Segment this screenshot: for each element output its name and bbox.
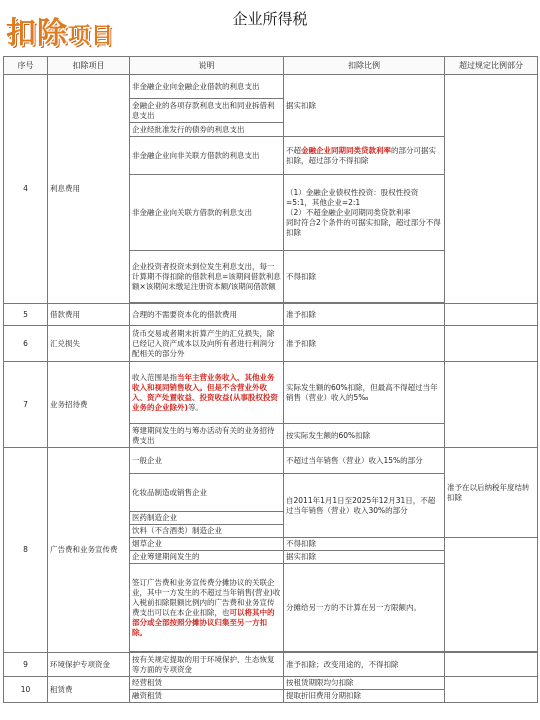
row-excess-empty bbox=[445, 653, 538, 677]
rate-line: （1）金融企业债权性投资：股权性投资=5:1，其他企业=2:1 bbox=[286, 187, 419, 207]
col-header-excess: 超过规定比例部分 bbox=[445, 57, 538, 75]
row-desc: 金融企业的各项存款利息支出和同业拆借利息支出 bbox=[130, 99, 284, 123]
table-row bbox=[4, 653, 538, 677]
row-excess-empty bbox=[445, 326, 538, 362]
row-desc: 按有关规定提取的用于环境保护、生态恢复等方面的专项资金 bbox=[130, 653, 284, 677]
badge-main-text: 扣除 bbox=[6, 16, 68, 51]
row-desc: 非金融企业向金融企业借款的利息支出 bbox=[130, 75, 284, 99]
row-rate: 分摊给另一方的不计算在另一方限额内。 bbox=[284, 564, 445, 652]
page-title: 企业所得税 bbox=[232, 10, 308, 28]
row-rate: 实际发生额的60%扣除，但最高不得超过当年销售（营业）收入的5‰ bbox=[284, 362, 445, 424]
badge-sub-text: 项目 bbox=[68, 24, 115, 49]
row-rate: 提取折旧费用分期扣除 bbox=[284, 690, 445, 703]
rate-text: 不超 bbox=[286, 145, 301, 155]
desc-text: 等。 bbox=[187, 402, 203, 412]
deduction-table bbox=[3, 56, 538, 703]
row-no: 8 bbox=[4, 448, 48, 653]
row-rate: 不得扣除 bbox=[284, 251, 445, 303]
row-desc: 企业筹建期间发生的 bbox=[130, 551, 284, 564]
row-desc: 企业投资者投资未到位发生利息支出，每一计算期不得扣除的借款利息=该期间借款利息额×该期间未缴足注册资本额/该期间借款额 bbox=[130, 251, 284, 303]
row-rate: 准予扣除；改变用途的，不得扣除 bbox=[284, 653, 445, 677]
table-row bbox=[4, 326, 538, 362]
row-no: 6 bbox=[4, 326, 48, 362]
row-excess-empty bbox=[445, 538, 538, 652]
desc-text: 签订广告费和业务宣传费分摊协议的关联企业，其中一方发生的不超过当年销售(营业)收入税前扣除限额比例内的广告费和业务宣传费支出可以在本企业扣除，也 bbox=[132, 577, 281, 617]
table-row bbox=[4, 75, 538, 99]
row-desc: 经营租赁 bbox=[130, 677, 284, 690]
row-desc: 一般企业 bbox=[130, 448, 284, 474]
row-rate: 准予扣除 bbox=[284, 304, 445, 326]
row-item: 借款费用 bbox=[48, 304, 130, 326]
row-item: 环境保护专项资金 bbox=[48, 653, 130, 677]
row-rate: 不超过当年销售（营业）收入15%的部分 bbox=[284, 448, 445, 474]
row-rate bbox=[284, 137, 445, 175]
row-desc bbox=[130, 362, 284, 424]
row-rate bbox=[284, 175, 445, 251]
col-header-rate: 扣除比例 bbox=[284, 57, 445, 75]
row-desc: 烟草企业 bbox=[130, 538, 284, 551]
row-item: 汇兑损失 bbox=[48, 326, 130, 362]
row-no: 4 bbox=[4, 75, 48, 304]
row-rate: 准予扣除 bbox=[284, 326, 445, 362]
row-desc: 非金融企业向非关联方借款的利息支出 bbox=[130, 137, 284, 175]
desc-text: 收入范围是指 bbox=[132, 372, 177, 382]
table-row bbox=[4, 677, 538, 690]
row-no: 5 bbox=[4, 304, 48, 326]
desc-highlight: 可以将其中的部分或全部按照分摊协议归集至另一方扣除。 bbox=[132, 607, 275, 637]
row-rate: 按实际发生额的60%扣除 bbox=[284, 424, 445, 448]
row-no: 10 bbox=[4, 677, 48, 703]
row-no: 7 bbox=[4, 362, 48, 448]
row-item: 业务招待费 bbox=[48, 362, 130, 448]
row-desc: 融资租赁 bbox=[130, 690, 284, 703]
row-item: 租赁费 bbox=[48, 677, 130, 703]
row-rate: 据实扣除 bbox=[284, 75, 445, 137]
row-rate: 不得扣除 bbox=[284, 538, 445, 551]
col-header-desc: 说明 bbox=[130, 57, 284, 75]
row-desc: 化妆品制造或销售企业 bbox=[130, 474, 284, 512]
row-desc: 合理的不需要资本化的借款费用 bbox=[130, 304, 284, 326]
rate-line: （2）不超金融企业同期同类贷款利率 bbox=[286, 207, 411, 217]
table-header-row bbox=[4, 57, 538, 75]
row-desc: 货币交易或者期末折算产生的汇兑损失，除已经记入资产成本以及向所有者进行利润分配相关的部分外 bbox=[130, 326, 284, 362]
row-excess-empty bbox=[445, 362, 538, 448]
header-banner bbox=[0, 0, 540, 56]
table-row bbox=[4, 362, 538, 424]
row-item: 广告费和业务宣传费 bbox=[48, 448, 130, 653]
row-excess-empty bbox=[445, 304, 538, 326]
row-excess: 准予在以后纳税年度结转扣除 bbox=[445, 448, 538, 538]
table-row bbox=[4, 304, 538, 326]
row-desc: 医药制造企业 bbox=[130, 512, 284, 525]
row-excess-empty bbox=[445, 75, 538, 304]
row-desc: 筹建期间发生的与筹办活动有关的业务招待费支出 bbox=[130, 424, 284, 448]
row-rate: 按租赁期限均匀扣除 bbox=[284, 677, 445, 690]
row-item: 利息费用 bbox=[48, 75, 130, 304]
row-desc: 非金融企业向关联方借款的利息支出 bbox=[130, 175, 284, 251]
col-header-no: 序号 bbox=[4, 57, 48, 75]
row-excess-empty bbox=[445, 677, 538, 703]
rate-line: 同时符合2个条件的可据实扣除，超过部分不得扣除 bbox=[286, 217, 441, 237]
row-rate: 据实扣除 bbox=[284, 551, 445, 564]
row-desc bbox=[130, 564, 284, 652]
rate-highlight: 金融企业同期同类贷款利率 bbox=[301, 145, 391, 155]
row-rate: 自2011年1月1日至2025年12月31日，不超过当年销售（营业）收入30%的部分 bbox=[284, 474, 445, 538]
table-row bbox=[4, 448, 538, 474]
rate-text: 的部分可据实扣除，超过部分不得扣除 bbox=[286, 145, 436, 165]
col-header-item: 扣除项目 bbox=[48, 57, 130, 75]
row-desc: 企业经批准发行的债券的利息支出 bbox=[130, 123, 284, 137]
row-no: 9 bbox=[4, 653, 48, 677]
desc-highlight: 当年主营业务收入、其他业务收入和视同销售收入。但是不含营业外收入、资产处置收益、投资收益(从事股权投资业务的企业除外) bbox=[132, 372, 278, 412]
row-desc: 饮料（不含酒类）制造企业 bbox=[130, 525, 284, 538]
